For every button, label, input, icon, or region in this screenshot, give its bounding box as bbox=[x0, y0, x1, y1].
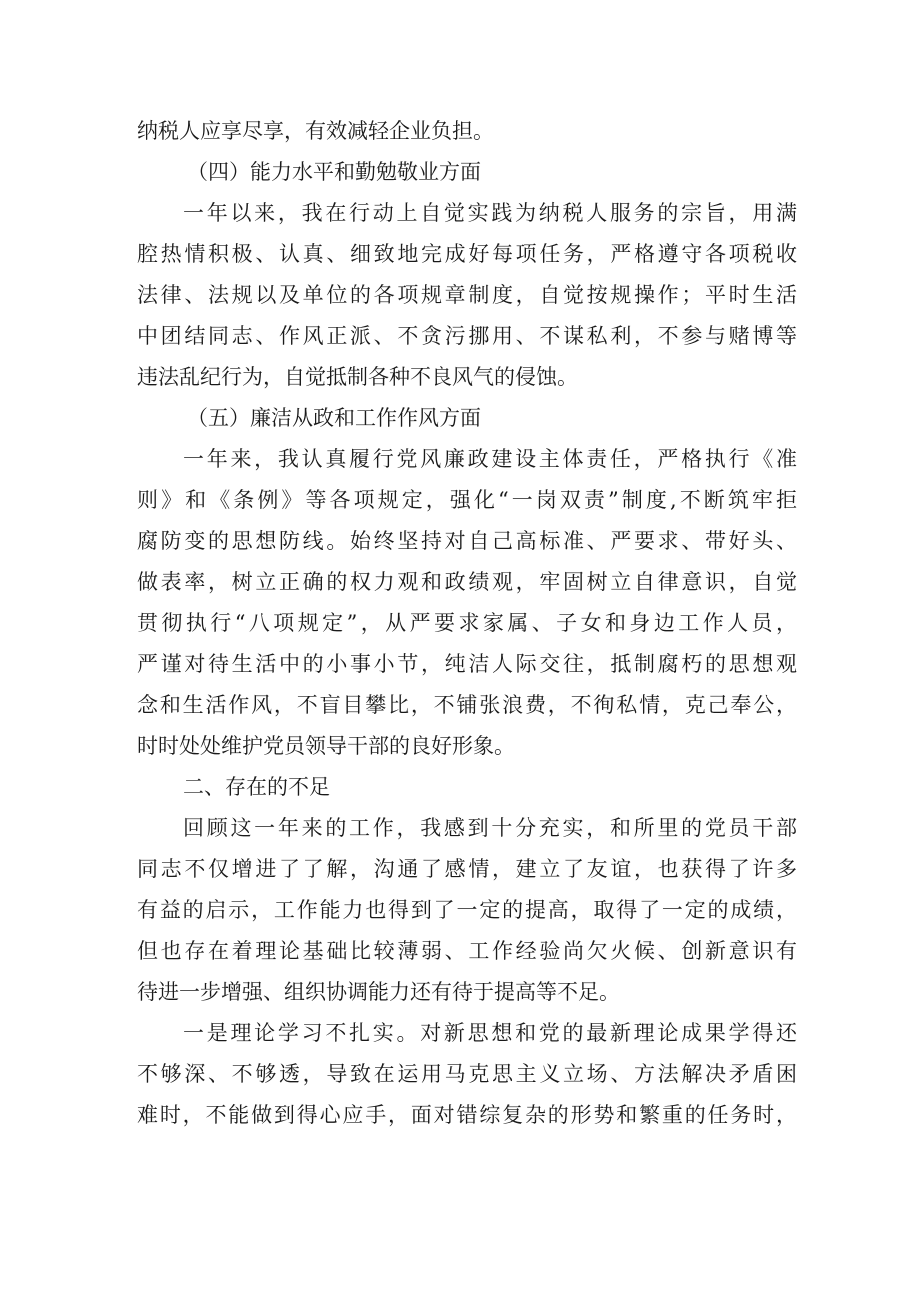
paragraph-line: 有益的启示，工作能力也得到了一定的提高，取得了一定的成绩， bbox=[137, 898, 797, 922]
paragraph-line: 同志不仅增进了了解，沟通了感情，建立了友谊，也获得了许多 bbox=[137, 857, 797, 881]
paragraph-line: 法律、法规以及单位的各项规章制度，自觉按规操作；平时生活 bbox=[137, 283, 797, 307]
paragraph-line: 时时处处维护党员领导干部的良好形象。 bbox=[137, 734, 515, 758]
paragraph-line: 一是理论学习不扎实。对新思想和党的最新理论成果学得还 bbox=[183, 1021, 797, 1045]
paragraph-line: 回顾这一年来的工作，我感到十分充实，和所里的党员干部 bbox=[183, 816, 797, 840]
paragraph-line: 但也存在着理论基础比较薄弱、工作经验尚欠火候、创新意识有 bbox=[137, 939, 797, 963]
paragraph-line: 难时，不能做到得心应手，面对错综复杂的形势和繁重的任务时， bbox=[137, 1103, 797, 1127]
paragraph-line: 严谨对待生活中的小事小节，纯洁人际交往，抵制腐朽的思想观 bbox=[137, 652, 797, 676]
section-heading-four: （四）能力水平和勤勉敬业方面 bbox=[187, 160, 481, 184]
paragraph-line: 一年以来，我在行动上自觉实践为纳税人服务的宗旨，用满 bbox=[183, 201, 797, 225]
document-body bbox=[137, 111, 797, 1136]
paragraph-line: 腔热情积极、认真、细致地完成好每项任务，严格遵守各项税收 bbox=[137, 242, 797, 266]
paragraph-line: 不够深、不够透，导致在运用马克思主义立场、方法解决矛盾困 bbox=[137, 1062, 797, 1086]
paragraph-line: 违法乱纪行为，自觉抵制各种不良风气的侵蚀。 bbox=[137, 365, 578, 389]
paragraph-line: 贯彻执行“八项规定”，从严要求家属、子女和身边工作人员， bbox=[137, 611, 797, 635]
paragraph-line: 念和生活作风，不盲目攀比，不铺张浪费，不徇私情，克己奉公， bbox=[137, 693, 797, 717]
paragraph-line: 中团结同志、作风正派、不贪污挪用、不谋私利，不参与赌博等 bbox=[137, 324, 797, 348]
paragraph-line: 待进一步增强、组织协调能力还有待于提高等不足。 bbox=[137, 980, 620, 1004]
paragraph-line: 做表率，树立正确的权力观和政绩观，牢固树立自律意识，自觉 bbox=[137, 570, 797, 594]
paragraph-line: 则》和《条例》等各项规定，强化“一岗双责”制度,不断筑牢拒 bbox=[137, 488, 797, 512]
section-heading-two: 二、存在的不足 bbox=[183, 775, 330, 799]
section-heading-five: （五）廉洁从政和工作作风方面 bbox=[187, 406, 481, 430]
paragraph-line: 纳税人应享尽享，有效减轻企业负担。 bbox=[137, 119, 494, 143]
paragraph-line: 腐防变的思想防线。始终坚持对自己高标准、严要求、带好头、 bbox=[137, 529, 797, 553]
paragraph-line: 一年来，我认真履行党风廉政建设主体责任，严格执行《准 bbox=[183, 447, 797, 471]
